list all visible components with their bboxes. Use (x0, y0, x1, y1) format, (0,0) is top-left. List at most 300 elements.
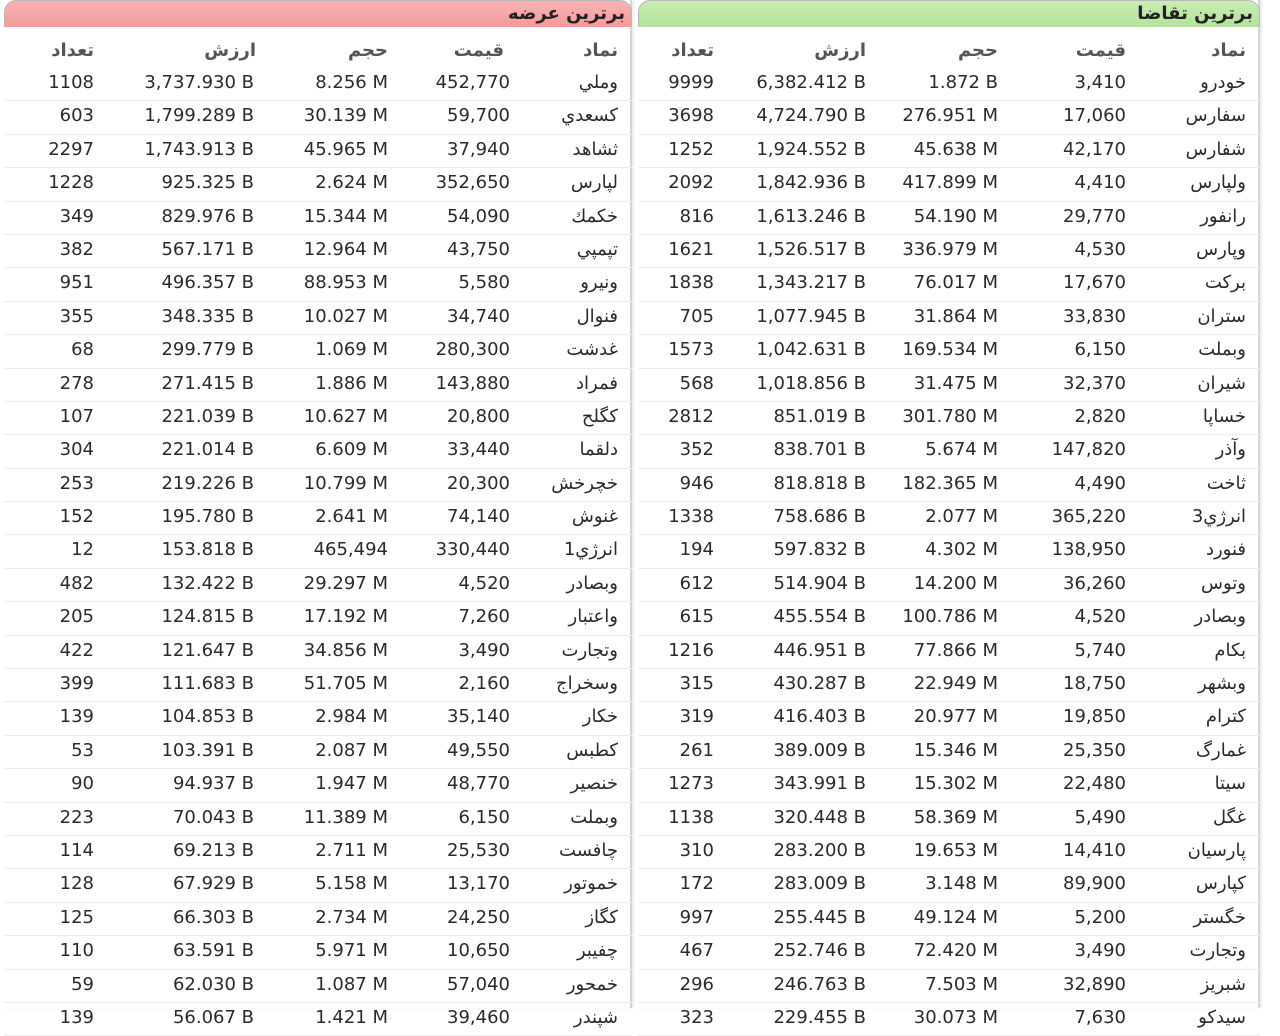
cell-value: 104.853 B (161, 706, 254, 728)
cell-count: 382 (59, 238, 94, 260)
table-row[interactable] (4, 569, 632, 602)
cell-count: 53 (71, 739, 94, 761)
col-header-count[interactable]: تعداد (51, 40, 94, 61)
table-row[interactable] (638, 302, 1260, 335)
cell-count: 399 (59, 673, 94, 695)
table-row[interactable] (638, 135, 1260, 168)
table-row[interactable] (638, 602, 1260, 635)
cell-volume: 30.139 M (303, 105, 388, 127)
cell-price: 138,950 (1051, 539, 1126, 561)
cell-volume: 17.192 M (303, 606, 388, 628)
table-row[interactable] (4, 335, 632, 368)
col-header-price[interactable]: قیمت (453, 40, 504, 61)
cell-value: 389.009 B (773, 739, 866, 761)
col-header-volume[interactable]: حجم (347, 40, 388, 61)
cell-value: 94.937 B (172, 773, 254, 795)
col-header-volume[interactable]: حجم (957, 40, 998, 61)
cell-count: 467 (679, 940, 714, 962)
cell-price: 5,740 (1074, 639, 1126, 661)
table-row[interactable] (4, 469, 632, 502)
cell-value: 299.779 B (161, 339, 254, 361)
cell-value: 255.445 B (773, 906, 866, 928)
cell-value: 219.226 B (161, 472, 254, 494)
cell-count: 278 (59, 372, 94, 394)
cell-count: 2812 (668, 405, 714, 427)
cell-price: 57,040 (447, 973, 510, 995)
cell-volume: 10.799 M (303, 472, 388, 494)
cell-count: 1273 (668, 773, 714, 795)
cell-volume: 20.977 M (913, 706, 998, 728)
table-row[interactable] (4, 803, 632, 836)
cell-symbol: رانفور (1200, 205, 1246, 227)
cell-symbol: بركت (1204, 272, 1246, 294)
table-row[interactable] (638, 669, 1260, 702)
cell-count: 194 (679, 539, 714, 561)
cell-price: 6,150 (458, 806, 510, 828)
table-row[interactable] (4, 235, 632, 268)
table-row[interactable] (4, 68, 632, 101)
cell-volume: 1.087 M (315, 973, 388, 995)
cell-price: 14,410 (1063, 839, 1126, 861)
table-row[interactable] (638, 803, 1260, 836)
cell-price: 25,350 (1063, 739, 1126, 761)
cell-value: 4,724.790 B (756, 105, 866, 127)
cell-price: 2,820 (1074, 405, 1126, 427)
table-row[interactable] (4, 836, 632, 869)
cell-count: 223 (59, 806, 94, 828)
cell-symbol: شبريز (1200, 973, 1246, 995)
cell-price: 4,490 (1074, 472, 1126, 494)
cell-value: 758.686 B (773, 506, 866, 528)
table-row[interactable] (4, 101, 632, 134)
cell-symbol: خكمك (571, 205, 618, 227)
cell-symbol: ونيرو (580, 272, 618, 294)
table-row[interactable] (638, 535, 1260, 568)
cell-price: 2,160 (458, 673, 510, 695)
cell-volume: 14.200 M (913, 572, 998, 594)
col-header-count[interactable]: تعداد (671, 40, 714, 61)
cell-symbol: كگلح (581, 405, 618, 427)
cell-price: 20,800 (447, 405, 510, 427)
cell-volume: 54.190 M (913, 205, 998, 227)
cell-value: 70.043 B (172, 806, 254, 828)
cell-volume: 1.947 M (315, 773, 388, 795)
cell-volume: 336.979 M (902, 238, 998, 260)
cell-value: 229.455 B (773, 1006, 866, 1028)
col-header-value[interactable]: ارزش (204, 40, 256, 61)
cell-volume: 77.866 M (913, 639, 998, 661)
cell-volume: 169.534 M (902, 339, 998, 361)
supply-column-headers (4, 34, 632, 70)
table-row[interactable] (638, 936, 1260, 969)
table-row[interactable] (4, 769, 632, 802)
cell-symbol: غگل (1213, 806, 1246, 828)
cell-volume: 15.302 M (913, 773, 998, 795)
cell-count: 1138 (668, 806, 714, 828)
cell-symbol: وتجارت (1189, 940, 1246, 962)
cell-value: 1,343.217 B (756, 272, 866, 294)
cell-volume: 15.346 M (913, 739, 998, 761)
cell-price: 452,770 (435, 72, 510, 93)
table-row[interactable] (4, 268, 632, 301)
cell-symbol: وسخراج (556, 673, 618, 695)
cell-symbol: چافست (559, 839, 618, 861)
cell-count: 304 (59, 439, 94, 461)
cell-symbol: سيتا (1214, 773, 1246, 795)
cell-symbol: خكار (582, 706, 618, 728)
table-row[interactable] (4, 135, 632, 168)
cell-count: 12 (71, 539, 94, 561)
cell-volume: 10.627 M (303, 405, 388, 427)
cell-value: 1,077.945 B (756, 305, 866, 327)
cell-price: 352,650 (435, 172, 510, 194)
cell-count: 946 (679, 472, 714, 494)
cell-volume: 58.369 M (913, 806, 998, 828)
cell-volume: 465,494 (313, 539, 388, 561)
cell-symbol: خساپا (1202, 405, 1246, 427)
cell-value: 1,743.913 B (144, 138, 254, 160)
cell-symbol: ستران (1197, 305, 1246, 327)
cell-volume: 11.389 M (303, 806, 388, 828)
table-row[interactable] (638, 469, 1260, 502)
table-row[interactable] (638, 235, 1260, 268)
table-row[interactable] (638, 836, 1260, 869)
demand-rows (638, 68, 1260, 1036)
cell-value: 430.287 B (773, 673, 866, 695)
table-row[interactable] (4, 636, 632, 669)
cell-value: 283.009 B (773, 873, 866, 895)
cell-count: 816 (679, 205, 714, 227)
cell-value: 195.780 B (161, 506, 254, 528)
cell-value: 62.030 B (172, 973, 254, 995)
cell-volume: 10.027 M (303, 305, 388, 327)
cell-value: 283.200 B (773, 839, 866, 861)
cell-price: 330,440 (435, 539, 510, 561)
cell-price: 3,490 (1074, 940, 1126, 962)
cell-volume: 6.609 M (315, 439, 388, 461)
cell-count: 1838 (668, 272, 714, 294)
cell-price: 33,440 (447, 439, 510, 461)
table-row[interactable] (4, 302, 632, 335)
cell-symbol: انرژي1 (563, 539, 618, 561)
cell-price: 18,750 (1063, 673, 1126, 695)
cell-volume: 34.856 M (303, 639, 388, 661)
cell-volume: 45.965 M (303, 138, 388, 160)
table-row[interactable] (638, 736, 1260, 769)
cell-count: 1338 (668, 506, 714, 528)
cell-symbol: فمراد (576, 372, 618, 394)
cell-volume: 12.964 M (303, 238, 388, 260)
cell-price: 89,900 (1063, 873, 1126, 895)
cell-symbol: خچرخش (551, 472, 618, 494)
cell-value: 829.976 B (161, 205, 254, 227)
cell-symbol: تپمپي (576, 238, 618, 260)
cell-symbol: ولپارس (1190, 172, 1246, 194)
cell-symbol: وبملت (1198, 339, 1246, 361)
table-row[interactable] (638, 402, 1260, 435)
cell-price: 25,530 (447, 839, 510, 861)
table-row[interactable] (4, 202, 632, 235)
cell-price: 54,090 (447, 205, 510, 227)
cell-value: 66.303 B (172, 906, 254, 928)
cell-symbol: بكام (1214, 639, 1246, 661)
cell-volume: 1.069 M (315, 339, 388, 361)
cell-price: 3,410 (1074, 72, 1126, 93)
table-row[interactable] (638, 369, 1260, 402)
table-row[interactable] (638, 101, 1260, 134)
cell-count: 615 (679, 606, 714, 628)
cell-price: 59,700 (447, 105, 510, 127)
cell-symbol: غدشت (566, 339, 618, 361)
cell-symbol: چفيبر (576, 940, 618, 962)
cell-price: 4,520 (1074, 606, 1126, 628)
cell-count: 1108 (48, 72, 94, 93)
cell-value: 63.591 B (172, 940, 254, 962)
supply-header-tab[interactable] (4, 0, 632, 27)
cell-price: 5,200 (1074, 906, 1126, 928)
cell-value: 514.904 B (773, 572, 866, 594)
supply-rows (4, 68, 632, 1036)
cell-volume: 29.297 M (303, 572, 388, 594)
cell-volume: 2.711 M (315, 839, 388, 861)
table-row[interactable] (4, 869, 632, 902)
cell-volume: 88.953 M (303, 272, 388, 294)
cell-count: 323 (679, 1006, 714, 1028)
cell-value: 838.701 B (773, 439, 866, 461)
cell-value: 1,842.936 B (756, 172, 866, 194)
cell-value: 121.647 B (161, 639, 254, 661)
table-row[interactable] (638, 268, 1260, 301)
cell-volume: 31.475 M (913, 372, 998, 394)
cell-symbol: وبصادر (1194, 606, 1246, 628)
cell-price: 365,220 (1051, 506, 1126, 528)
cell-symbol: ثشاهد (572, 138, 618, 160)
table-row[interactable] (4, 502, 632, 535)
table-row[interactable] (4, 402, 632, 435)
cell-value: 153.818 B (161, 539, 254, 561)
table-row[interactable] (638, 569, 1260, 602)
cell-price: 143,880 (435, 372, 510, 394)
cell-symbol: خودرو (1200, 72, 1246, 93)
cell-symbol: سفارس (1185, 105, 1246, 127)
cell-price: 32,890 (1063, 973, 1126, 995)
table-row[interactable] (638, 68, 1260, 101)
table-row[interactable] (638, 435, 1260, 468)
cell-count: 1252 (668, 138, 714, 160)
table-row[interactable] (4, 168, 632, 201)
col-header-symbol[interactable]: نماد (1211, 40, 1246, 61)
cell-value: 221.039 B (161, 405, 254, 427)
cell-symbol: كترام (1205, 706, 1246, 728)
col-header-price[interactable]: قیمت (1075, 40, 1126, 61)
table-row[interactable] (4, 669, 632, 702)
cell-symbol: وتوس (1201, 572, 1246, 594)
cell-value: 69.213 B (172, 839, 254, 861)
cell-count: 705 (679, 305, 714, 327)
cell-value: 818.818 B (773, 472, 866, 494)
cell-volume: 76.017 M (913, 272, 998, 294)
cell-price: 6,150 (1074, 339, 1126, 361)
cell-count: 128 (59, 873, 94, 895)
cell-symbol: سيدكو (1198, 1006, 1246, 1028)
cell-price: 37,940 (447, 138, 510, 160)
cell-price: 48,770 (447, 773, 510, 795)
cell-volume: 51.705 M (303, 673, 388, 695)
cell-symbol: انرژي3 (1191, 506, 1246, 528)
cell-price: 39,460 (447, 1006, 510, 1028)
cell-volume: 30.073 M (913, 1006, 998, 1028)
cell-volume: 5.158 M (315, 873, 388, 895)
cell-symbol: وبملت (570, 806, 618, 828)
cell-volume: 8.256 M (315, 72, 388, 93)
cell-count: 1216 (668, 639, 714, 661)
cell-count: 205 (59, 606, 94, 628)
cell-value: 1,924.552 B (756, 138, 866, 160)
cell-symbol: خموتور (564, 873, 618, 895)
table-row[interactable] (638, 903, 1260, 936)
cell-count: 482 (59, 572, 94, 594)
cell-symbol: خمحور (566, 973, 618, 995)
table-row[interactable] (638, 168, 1260, 201)
table-row[interactable] (4, 936, 632, 969)
cell-value: 124.815 B (161, 606, 254, 628)
table-row[interactable] (4, 369, 632, 402)
cell-count: 319 (679, 706, 714, 728)
cell-volume: 3.148 M (925, 873, 998, 895)
cell-volume: 2.624 M (315, 172, 388, 194)
cell-count: 139 (59, 1006, 94, 1028)
cell-count: 1573 (668, 339, 714, 361)
table-row[interactable] (638, 869, 1260, 902)
cell-price: 42,170 (1063, 138, 1126, 160)
cell-count: 2092 (668, 172, 714, 194)
cell-value: 221.014 B (161, 439, 254, 461)
cell-price: 13,170 (447, 873, 510, 895)
cell-symbol: وآذر (1215, 439, 1246, 461)
cell-count: 612 (679, 572, 714, 594)
table-row[interactable] (4, 903, 632, 936)
cell-price: 49,550 (447, 739, 510, 761)
cell-value: 1,018.856 B (756, 372, 866, 394)
cell-count: 603 (59, 105, 94, 127)
cell-price: 3,490 (458, 639, 510, 661)
cell-count: 59 (71, 973, 94, 995)
cell-value: 271.415 B (161, 372, 254, 394)
cell-count: 68 (71, 339, 94, 361)
col-header-symbol[interactable]: نماد (583, 40, 618, 61)
cell-symbol: واعتبار (568, 606, 618, 628)
cell-count: 1621 (668, 238, 714, 260)
cell-volume: 301.780 M (902, 405, 998, 427)
table-row[interactable] (4, 535, 632, 568)
cell-volume: 72.420 M (913, 940, 998, 962)
cell-count: 125 (59, 906, 94, 928)
cell-price: 43,750 (447, 238, 510, 260)
cell-value: 1,526.517 B (756, 238, 866, 260)
cell-symbol: وپارس (1196, 238, 1246, 260)
table-row[interactable] (4, 602, 632, 635)
table-row[interactable] (638, 335, 1260, 368)
cell-value: 246.763 B (773, 973, 866, 995)
table-row[interactable] (638, 636, 1260, 669)
table-row[interactable] (4, 970, 632, 1003)
cell-count: 107 (59, 405, 94, 427)
table-row[interactable] (4, 435, 632, 468)
cell-value: 3,737.930 B (144, 72, 254, 93)
cell-symbol: شپندر (573, 1006, 618, 1028)
table-row[interactable] (638, 502, 1260, 535)
cell-volume: 1.872 B (928, 72, 998, 93)
cell-symbol: وبصادر (566, 572, 618, 594)
supply-title: برترین عرضه (508, 3, 625, 24)
cell-count: 997 (679, 906, 714, 928)
cell-volume: 7.503 M (925, 973, 998, 995)
cell-value: 132.422 B (161, 572, 254, 594)
cell-count: 139 (59, 706, 94, 728)
cell-volume: 15.344 M (303, 205, 388, 227)
cell-price: 147,820 (1051, 439, 1126, 461)
cell-symbol: كپارس (1195, 873, 1246, 895)
cell-value: 67.929 B (172, 873, 254, 895)
cell-symbol: دلقما (579, 439, 618, 461)
cell-value: 111.683 B (161, 673, 254, 695)
cell-price: 32,370 (1063, 372, 1126, 394)
cell-count: 296 (679, 973, 714, 995)
cell-price: 5,580 (458, 272, 510, 294)
cell-price: 4,530 (1074, 238, 1126, 260)
cell-value: 851.019 B (773, 405, 866, 427)
cell-volume: 1.886 M (315, 372, 388, 394)
table-row[interactable] (638, 702, 1260, 735)
cell-count: 310 (679, 839, 714, 861)
table-row[interactable] (638, 970, 1260, 1003)
cell-symbol: وملي (578, 72, 618, 93)
table-row[interactable] (638, 202, 1260, 235)
cell-count: 349 (59, 205, 94, 227)
demand-header-tab[interactable] (638, 0, 1260, 27)
col-header-value[interactable]: ارزش (814, 40, 866, 61)
table-row[interactable] (4, 736, 632, 769)
cell-volume: 1.421 M (315, 1006, 388, 1028)
cell-volume: 417.899 M (902, 172, 998, 194)
cell-value: 1,613.246 B (756, 205, 866, 227)
cell-price: 19,850 (1063, 706, 1126, 728)
cell-price: 7,630 (1074, 1006, 1126, 1028)
cell-price: 34,740 (447, 305, 510, 327)
cell-symbol: فنوال (576, 305, 618, 327)
cell-price: 4,520 (458, 572, 510, 594)
cell-price: 74,140 (447, 506, 510, 528)
cell-count: 253 (59, 472, 94, 494)
cell-value: 597.832 B (773, 539, 866, 561)
table-row[interactable] (4, 702, 632, 735)
cell-price: 35,140 (447, 706, 510, 728)
cell-symbol: كطبس (566, 739, 618, 761)
cell-value: 252.746 B (773, 940, 866, 962)
cell-symbol: وبشهر (1198, 673, 1246, 695)
cell-count: 1228 (48, 172, 94, 194)
cell-count: 114 (59, 839, 94, 861)
cell-symbol: فنورد (1205, 539, 1246, 561)
cell-price: 20,300 (447, 472, 510, 494)
cell-count: 152 (59, 506, 94, 528)
cell-value: 343.991 B (773, 773, 866, 795)
table-row[interactable] (638, 769, 1260, 802)
cell-symbol: ثاخت (1206, 472, 1246, 494)
cell-count: 315 (679, 673, 714, 695)
cell-volume: 2.984 M (315, 706, 388, 728)
cell-volume: 45.638 M (913, 138, 998, 160)
